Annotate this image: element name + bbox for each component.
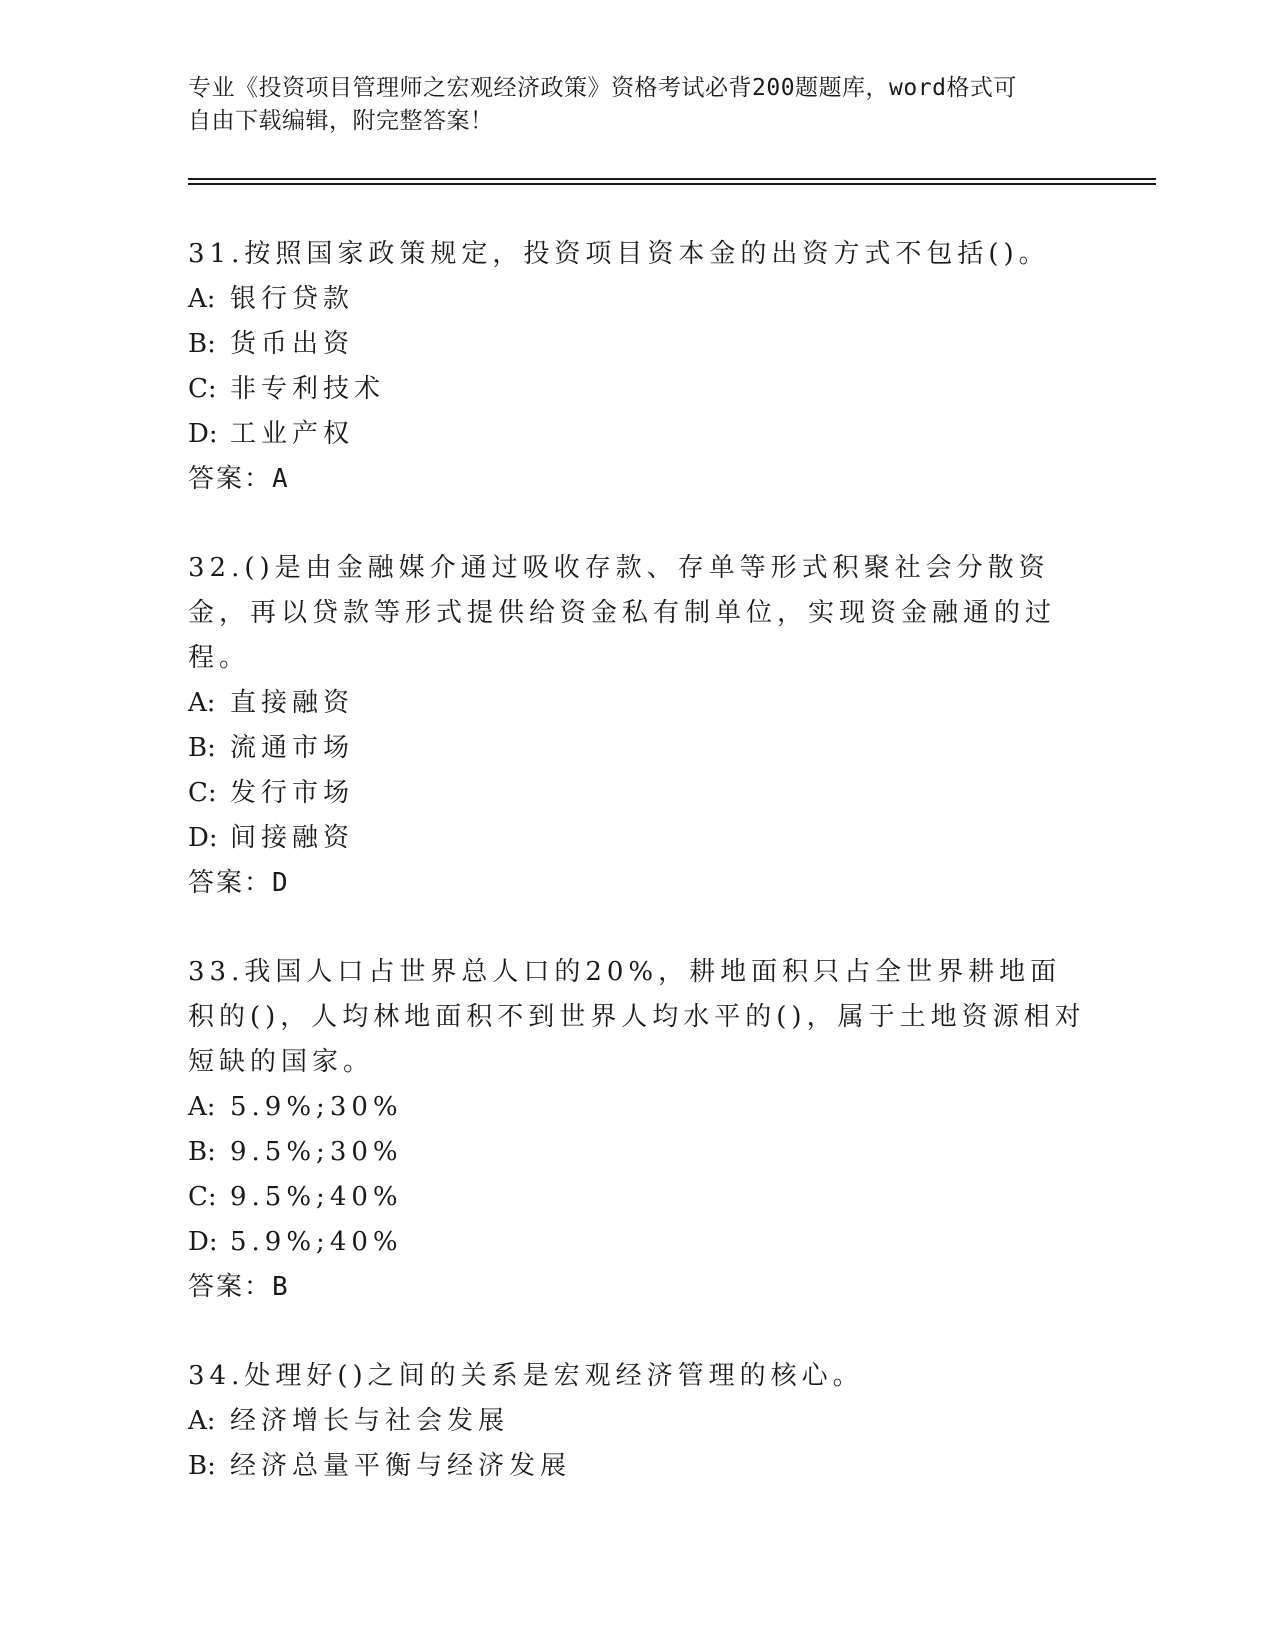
question-stem: 32.()是由金融媒介通过吸收存款、存单等形式积聚社会分散资金，再以贷款等形式提供给资金私有制单位，实现资金融通的过程。 — [188, 553, 1057, 673]
option-key: B: — [188, 733, 216, 763]
question-33 — [188, 950, 1088, 1310]
option-key: B: — [188, 329, 216, 359]
option-key: D: — [188, 823, 218, 853]
option-key: B: — [188, 1451, 216, 1481]
question-31 — [188, 232, 1088, 502]
option-text: 5.9%;30% — [230, 1092, 403, 1122]
option-a — [188, 277, 1088, 322]
option-text: 经济增长与社会发展 — [230, 1406, 510, 1436]
option-key: A: — [188, 688, 216, 718]
option-a — [188, 1085, 1088, 1130]
option-b — [188, 1130, 1088, 1175]
answer-value: A — [272, 464, 288, 494]
question-stem: 31.按照国家政策规定，投资项目资本金的出资方式不包括()。 — [188, 239, 1050, 269]
option-text: 货币出资 — [230, 329, 355, 359]
option-c — [188, 367, 1088, 412]
question-stem: 33.我国人口占世界总人口的20%，耕地面积只占全世界耕地面积的()，人均林地面积不到世界人均水平的()，属于土地资源相对短缺的国家。 — [188, 957, 1086, 1077]
answer-label: 答案： — [188, 464, 273, 494]
option-b — [188, 322, 1088, 367]
header-divider-top — [188, 178, 1156, 180]
option-text: 银行贷款 — [230, 284, 355, 314]
option-c — [188, 1175, 1088, 1220]
document-header — [188, 72, 1088, 138]
option-text: 发行市场 — [230, 778, 355, 808]
answer-line — [188, 457, 1088, 502]
option-key: D: — [188, 1227, 218, 1257]
option-text: 5.9%;40% — [230, 1227, 403, 1257]
option-text: 经济总量平衡与经济发展 — [230, 1451, 572, 1481]
option-key: D: — [188, 419, 218, 449]
option-text: 间接融资 — [230, 823, 355, 853]
option-text: 流通市场 — [230, 733, 355, 763]
header-line-1: 专业《投资项目管理师之宏观经济政策》资格考试必背200题题库，word格式可 — [188, 75, 1017, 101]
option-b — [188, 726, 1088, 771]
option-text: 工业产权 — [230, 419, 355, 449]
option-b — [188, 1444, 1088, 1489]
option-key: A: — [188, 1406, 216, 1436]
option-a — [188, 681, 1088, 726]
option-key: C: — [188, 374, 217, 404]
option-key: C: — [188, 778, 217, 808]
question-34 — [188, 1354, 1088, 1489]
answer-line — [188, 1265, 1088, 1310]
option-c — [188, 771, 1088, 816]
option-d — [188, 412, 1088, 457]
header-line-2: 自由下载编辑，附完整答案！ — [188, 108, 494, 134]
option-d — [188, 1220, 1088, 1265]
answer-value: B — [272, 1272, 288, 1302]
option-key: C: — [188, 1182, 217, 1212]
option-key: A: — [188, 1092, 216, 1122]
option-text: 9.5%;40% — [230, 1182, 403, 1212]
question-32 — [188, 546, 1088, 906]
header-divider-bottom — [188, 183, 1156, 185]
option-d — [188, 816, 1088, 861]
option-text: 9.5%;30% — [230, 1137, 403, 1167]
option-key: B: — [188, 1137, 216, 1167]
answer-label: 答案： — [188, 868, 273, 898]
question-list — [188, 232, 1088, 1533]
question-stem: 34.处理好()之间的关系是宏观经济管理的核心。 — [188, 1361, 864, 1391]
option-text: 非专利技术 — [230, 374, 386, 404]
option-key: A: — [188, 284, 216, 314]
answer-label: 答案： — [188, 1272, 273, 1302]
option-text: 直接融资 — [230, 688, 355, 718]
answer-value: D — [272, 868, 288, 898]
option-a — [188, 1399, 1088, 1444]
answer-line — [188, 861, 1088, 906]
